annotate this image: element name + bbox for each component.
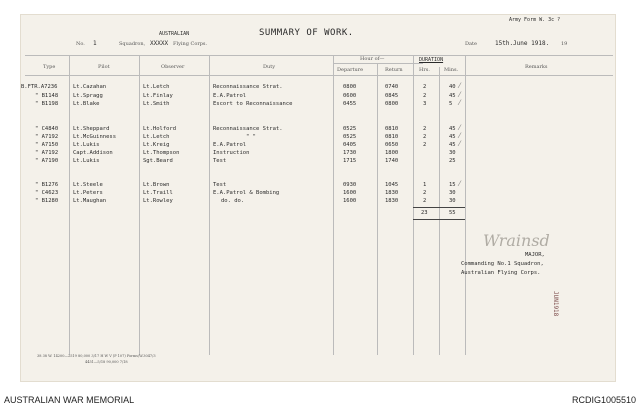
cell-duty: Reconnaissance Strat. <box>213 84 283 90</box>
cell-duty: " " <box>246 134 256 140</box>
cell-type: B.FTR.A7236 <box>21 84 58 90</box>
cell-departure: 0930 <box>343 182 357 188</box>
cell-return: 0845 <box>385 93 399 99</box>
cell-pilot: Lt.Lukis <box>73 142 100 148</box>
archive-id: RCDIG1005510 <box>571 395 636 405</box>
cell-type: " A7150 <box>35 142 59 148</box>
totals-underline <box>413 219 465 220</box>
print-code-2: 4451—5/18 90,000 7/18 <box>85 360 128 364</box>
cell-departure: 0800 <box>343 84 357 90</box>
cell-pilot: Lt.Blake <box>73 101 100 107</box>
check-mark: ⁄ <box>459 91 461 99</box>
cell-type: " C4840 <box>35 126 59 132</box>
cell-observer: Lt.Thompson <box>143 150 180 156</box>
cell-mins: 40 <box>449 84 456 90</box>
col-divider <box>209 55 210 355</box>
cell-departure: 1730 <box>343 150 357 156</box>
cell-mins: 25 <box>449 158 456 164</box>
cell-pilot: Lt.Steele <box>73 182 103 188</box>
cell-observer: Lt.Finlay <box>143 93 173 99</box>
cell-hrs: 3 <box>423 101 427 107</box>
cell-mins: 5 <box>449 101 453 107</box>
no-label: No. <box>76 41 85 47</box>
col-divider <box>377 63 378 355</box>
australian-insert: AUSTRALIAN <box>159 31 190 37</box>
cell-duty: Escort to Reconnaissance <box>213 101 293 107</box>
print-code-1: 38 38 W. 14200—2519 80,000 3/17 H W V (P 107) Forms/W.3047/3 <box>37 354 156 358</box>
date-label: Date <box>465 41 477 47</box>
col-divider <box>439 67 440 355</box>
cell-type: " A7190 <box>35 158 59 164</box>
col-header-hour-of: Hour of— <box>360 56 385 62</box>
cell-departure: 0600 <box>343 93 357 99</box>
cell-duty: Instruction <box>213 150 250 156</box>
check-mark: ⁄ <box>459 140 461 148</box>
cell-hrs: 2 <box>423 142 427 148</box>
cell-duty: Reconnaissance Strat. <box>213 126 283 132</box>
cell-pilot: Capt.Addison <box>73 150 113 156</box>
cell-return: 1830 <box>385 198 399 204</box>
cell-hrs: 2 <box>423 84 427 90</box>
cell-observer: Lt.Kreig <box>143 142 170 148</box>
cell-mins: 45 <box>449 134 456 140</box>
struck-royal: XXXXX <box>150 40 169 47</box>
cell-return: 1740 <box>385 158 399 164</box>
cell-hrs: 2 <box>423 126 427 132</box>
col-divider <box>413 55 414 355</box>
cell-hrs: 2 <box>423 134 427 140</box>
form-title: SUMMARY OF WORK. <box>259 28 354 38</box>
check-mark: ⁄ <box>459 124 461 132</box>
col-header-pilot: Pilot <box>98 64 110 70</box>
squadron-label: Squadron, <box>119 41 146 47</box>
cell-observer: Lt.Holford <box>143 126 177 132</box>
col-header-duration: DURATION <box>419 57 444 63</box>
col-divider <box>465 55 466 355</box>
col-divider <box>333 55 334 355</box>
cell-departure: 0455 <box>343 101 357 107</box>
cell-return: 0740 <box>385 84 399 90</box>
signature: Wrainsd <box>483 231 550 250</box>
cell-departure: 1600 <box>343 190 357 196</box>
cell-departure: 1600 <box>343 198 357 204</box>
col-divider <box>139 55 140 355</box>
cell-return: 0810 <box>385 134 399 140</box>
cell-duty: E.A.Patrol <box>213 93 247 99</box>
document-sheet <box>20 14 616 382</box>
check-mark: ⁄ <box>459 99 461 107</box>
cell-pilot: Lt.Lukis <box>73 158 100 164</box>
cell-return: 0650 <box>385 142 399 148</box>
cell-observer: Sgt.Beard <box>143 158 173 164</box>
totals-rule <box>413 207 465 208</box>
header-bottom-rule <box>25 75 613 76</box>
cell-duty: E.A.Patrol <box>213 142 247 148</box>
date-stamp: JUN1918 <box>552 291 559 317</box>
signature-line-1: Commanding No.1 Squadron, <box>461 261 544 267</box>
cell-pilot: Lt.Spragg <box>73 93 103 99</box>
archive-footer <box>0 389 640 409</box>
cell-mins: 15 <box>449 182 456 188</box>
cell-mins: 30 <box>449 190 456 196</box>
cell-departure: 1715 <box>343 158 357 164</box>
cell-return: 0810 <box>385 126 399 132</box>
col-header-remarks: Remarks <box>525 64 548 70</box>
cell-observer: Lt.Traill <box>143 190 173 196</box>
cell-pilot: Lt.Cazahan <box>73 84 107 90</box>
cell-pilot: Lt.Peters <box>73 190 103 196</box>
cell-return: 1830 <box>385 190 399 196</box>
cell-observer: Lt.Rowley <box>143 198 173 204</box>
signature-rank: MAJOR, <box>525 252 545 258</box>
cell-duty: Test <box>213 182 227 188</box>
cell-mins: 45 <box>449 126 456 132</box>
table-top-rule <box>25 55 613 56</box>
flying-corps-label: Flying Corps. <box>173 41 208 47</box>
total-hrs: 23 <box>421 210 428 216</box>
check-mark: ⁄ <box>459 82 461 90</box>
col-header-type: Type <box>43 64 56 70</box>
cell-hrs: 2 <box>423 190 427 196</box>
cell-type: " A7192 <box>35 150 59 156</box>
cell-mins: 30 <box>449 150 456 156</box>
total-mins: 55 <box>449 210 456 216</box>
col-header-departure: Departure <box>337 67 364 73</box>
cell-duty: Test <box>213 158 227 164</box>
cell-mins: 45 <box>449 142 456 148</box>
cell-return: 0800 <box>385 101 399 107</box>
cell-return: 1045 <box>385 182 399 188</box>
cell-departure: 0525 <box>343 134 357 140</box>
signature-line-2: Australian Flying Corps. <box>461 270 541 276</box>
cell-hrs: 1 <box>423 182 427 188</box>
cell-type: " B1276 <box>35 182 59 188</box>
cell-pilot: Lt.Maughan <box>73 198 107 204</box>
cell-type: " B1148 <box>35 93 59 99</box>
cell-departure: 0405 <box>343 142 357 148</box>
col-header-duty: Duty <box>263 64 276 70</box>
cell-observer: Lt.Letch <box>143 134 170 140</box>
cell-mins: 45 <box>449 93 456 99</box>
col-header-observer: Observer <box>161 64 185 70</box>
col-header-return: Return <box>385 67 403 73</box>
cell-pilot: Lt.Sheppard <box>73 126 110 132</box>
archive-name: AUSTRALIAN WAR MEMORIAL <box>4 395 135 405</box>
no-value: 1 <box>93 40 97 47</box>
cell-pilot: Lt.McGuinness <box>73 134 117 140</box>
cell-observer: Lt.Letch <box>143 84 170 90</box>
cell-observer: Lt.Smith <box>143 101 170 107</box>
check-mark: ⁄ <box>459 180 461 188</box>
col-divider <box>69 55 70 355</box>
army-form-number: Army Form W. 3c ? <box>509 17 561 23</box>
hour-of-rule <box>333 63 423 64</box>
cell-type: " A7192 <box>35 134 59 140</box>
cell-type: " B1280 <box>35 198 59 204</box>
cell-departure: 0525 <box>343 126 357 132</box>
cell-type: " C4623 <box>35 190 59 196</box>
col-header-hrs: Hrs. <box>419 67 430 73</box>
cell-hrs: 2 <box>423 93 427 99</box>
cell-duty: E.A.Patrol & Bombing <box>213 190 280 196</box>
cell-observer: Lt.Brown <box>143 182 170 188</box>
date-suffix: 19 <box>561 41 568 47</box>
cell-hrs: 2 <box>423 198 427 204</box>
date-value: 15th.June 1918. <box>495 40 550 47</box>
cell-type: " B1198 <box>35 101 59 107</box>
cell-return: 1800 <box>385 150 399 156</box>
col-header-mins: Mins. <box>444 67 459 73</box>
check-mark: ⁄ <box>459 132 461 140</box>
cell-mins: 30 <box>449 198 456 204</box>
cell-duty: do. do. <box>221 198 245 204</box>
